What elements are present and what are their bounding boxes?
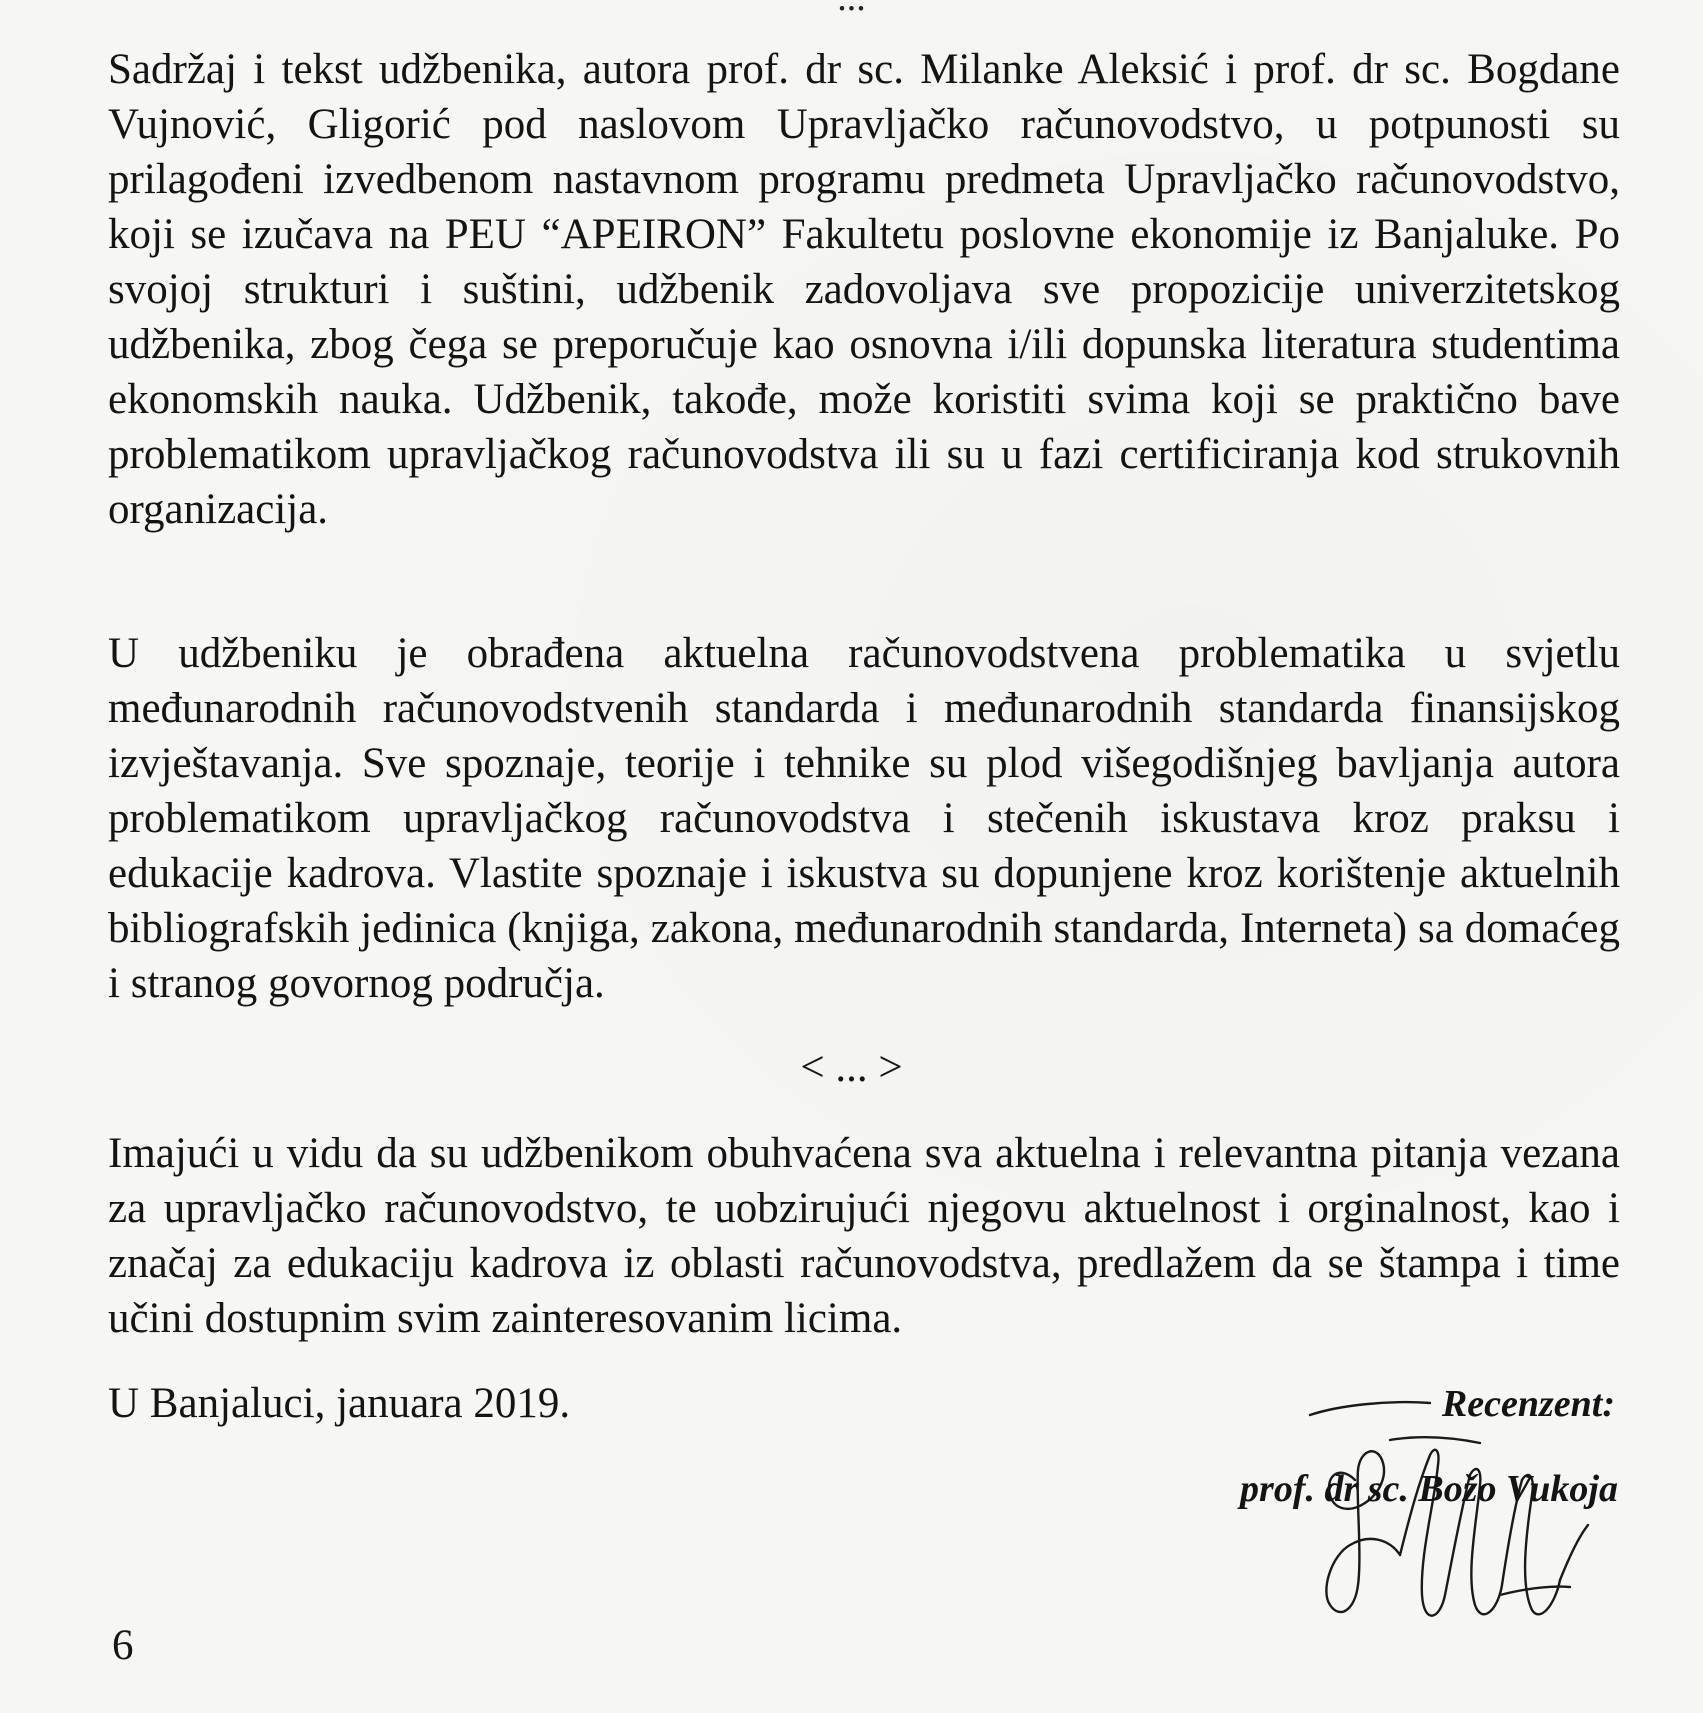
paragraph-3: Imajući u vidu da su udžbenikom obuhvaćena sva aktuelna i relevantna pitanja vezana za upravljačko računovodstvo, te uobzirujući njegovu aktuelnost i orginalnost, kao i značaj za edukaciju kadrova iz oblasti računovodstva, predlažem da se štampa i time učini dostupnim svim zainteresovanim licima. [108,1130,1620,1342]
reviewer-role: Recenzent: [1441,1383,1615,1425]
omission-marker: < ... > [800,1044,903,1091]
place-date: U Banjaluci, januara 2019. [108,1380,571,1427]
paragraph-1: Sadržaj i tekst udžbenika, autora prof. dr sc. Milanke Aleksić i prof. dr sc. Bogdane Vujnović, Gligorić pod naslovom Upravljačko računovodstvo, u potpunosti su prilagođeni izvedbenom nastavnom programu predmeta Upravljačko računovodstvo, koji se izučava na PEU “APEIRON” Fakultetu poslovne ekonomije iz Banjaluke. Po svojoj strukturi i suštini, udžbenik zadovoljava sve propozicije univerzitetskog udžbenika, zbog čega se preporučuje kao osnovna i/ili dopunska literatura studentima ekonomskih nauka. Udžbenik, takođe, može koristiti svima koji se praktično bave problematikom upravljačkog računovodstva ili su u fazi certificiranja kod strukovnih organizacija. [108,46,1620,533]
top-ellipsis [0,0,1703,18]
handwritten-signature [1270,1395,1600,1645]
page-number: 6 [112,1622,134,1669]
reviewer-name: prof. dr sc. Božo Vukoja [1240,1468,1618,1510]
paragraph-2: U udžbeniku je obrađena aktuelna računovodstvena problematika u svjetlu međunarodnih računovodstvenih standarda i međunarodnih standarda finansijskog izvještavanja. Sve spoznaje, teorije i tehnike su plod višegodišnjeg bavljanja autora problematikom upravljačkog računovodstva i stečenih iskustava kroz praksu i edukacije kadrova. Vlastite spoznaje i iskustva su dopunjene kroz korištenje aktuelnih bibliografskih jedinica (knjiga, zakona, međunarodnih standarda, Interneta) sa domaćeg i stranog govornog područja. [108,630,1620,1007]
